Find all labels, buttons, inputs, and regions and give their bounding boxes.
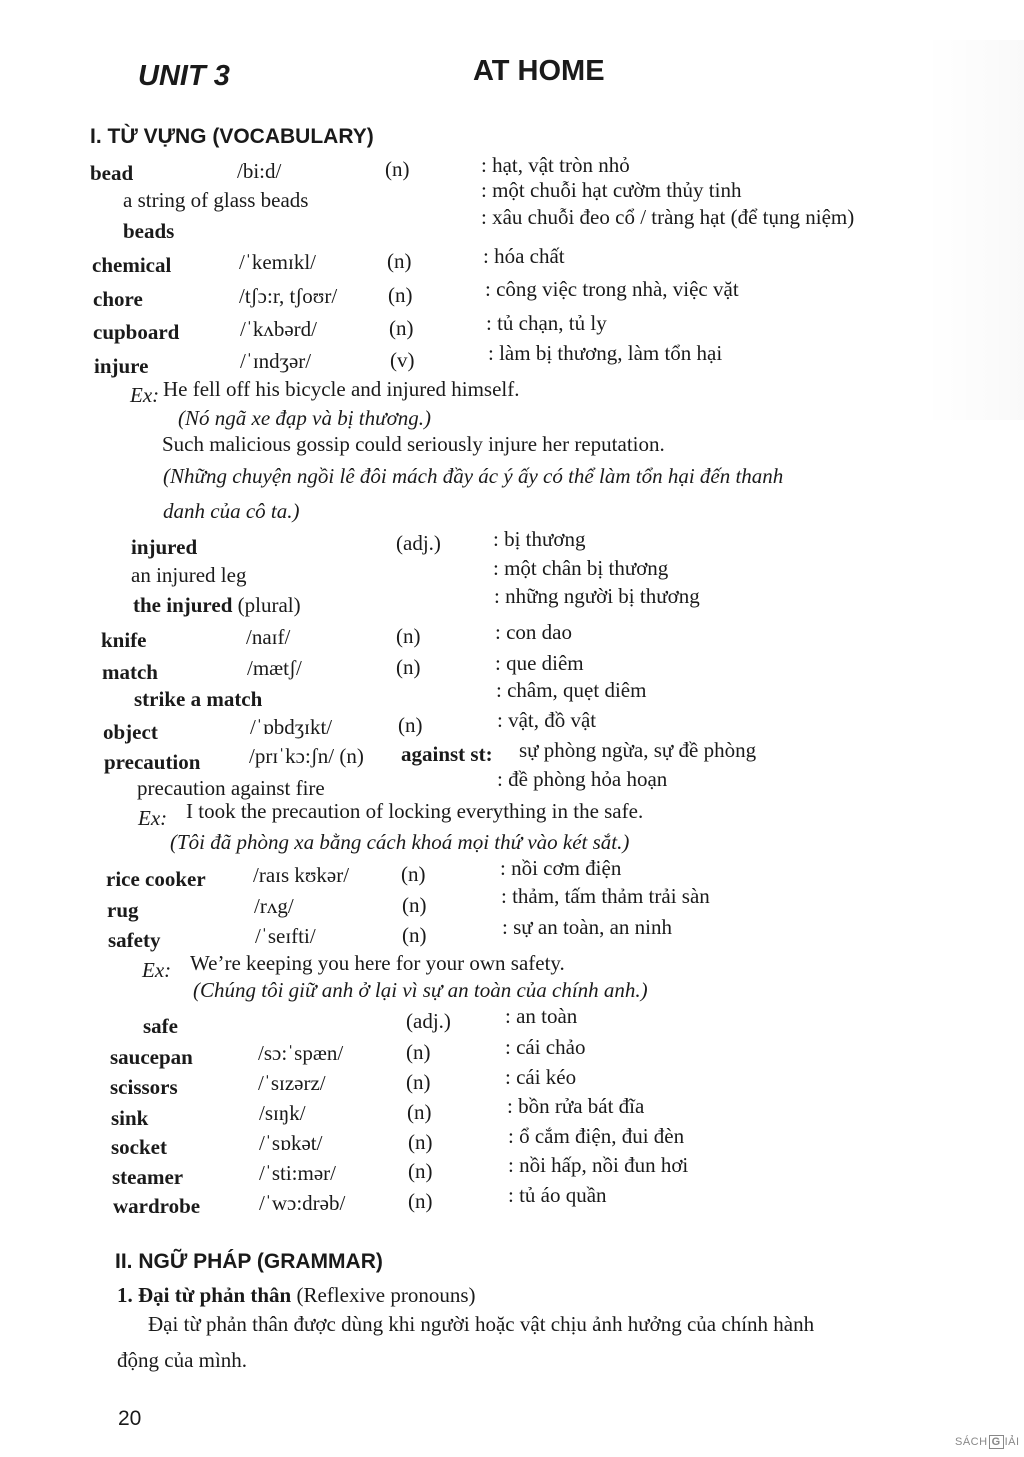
ipa-bead: /bi:d/	[237, 159, 282, 183]
pos-chore: (n)	[388, 283, 413, 307]
word-strike-a-match: strike a match	[134, 687, 263, 711]
word-the-injured-note: (plural)	[232, 593, 301, 617]
grammar-paragraph-line2: động của mình.	[117, 1348, 248, 1372]
pos-knife: (n)	[396, 624, 421, 648]
word-steamer: steamer	[112, 1165, 184, 1189]
example-injure-1: He fell off his bicycle and injured himself.	[163, 377, 520, 401]
ex-label-injure: Ex:	[130, 383, 160, 407]
word-chore: chore	[93, 287, 143, 311]
def-bead: : hạt, vật tròn nhỏ	[481, 153, 630, 177]
pos-rice-cooker: (n)	[401, 862, 426, 886]
ipa-rug: /rʌg/	[254, 894, 294, 918]
def-safe: : an toàn	[505, 1004, 578, 1028]
word-object: object	[103, 720, 158, 744]
def-beads: : xâu chuỗi đeo cổ / tràng hạt (để tụng niệm)	[481, 205, 855, 229]
ipa-chemical: /ˈkemɪkl/	[239, 250, 316, 274]
example-precaution-fire: precaution against fire	[137, 776, 325, 800]
def-injured-leg: : một chân bị thương	[493, 556, 669, 580]
ipa-rice-cooker: /raɪs kʊkər/	[253, 863, 350, 887]
grammar-sub-title-en: (Reflexive pronouns)	[291, 1283, 476, 1307]
ipa-scissors: /ˈsɪzərz/	[258, 1071, 326, 1095]
translation-injure-1: (Nó ngã xe đạp và bị thương.)	[178, 406, 432, 430]
bleed-through-shadow	[925, 40, 1024, 420]
word-the-injured	[133, 593, 301, 618]
pos-bead: (n)	[385, 157, 410, 181]
example-precaution: I took the precaution of locking everything in the safe.	[186, 799, 644, 823]
page-number: 20	[118, 1407, 142, 1430]
ex-label-safety: Ex:	[142, 958, 172, 982]
def-rice-cooker: : nồi cơm điện	[500, 856, 622, 880]
translation-precaution: (Tôi đã phòng xa bằng cách khoá mọi thứ vào két sắt.)	[170, 830, 630, 854]
def-saucepan: : cái chảo	[505, 1035, 586, 1059]
ipa-object: /ˈɒbdʒɪkt/	[250, 715, 333, 739]
example-injured-leg: an injured leg	[131, 563, 247, 587]
word-safety: safety	[108, 928, 161, 952]
def-strike-a-match: : châm, quẹt diêm	[496, 678, 647, 702]
ipa-sink: /sɪŋk/	[259, 1101, 306, 1125]
word-wardrobe: wardrobe	[113, 1194, 201, 1218]
word-precaution: precaution	[104, 750, 201, 774]
grammar-sub-title: Đại từ phản thân	[138, 1283, 292, 1307]
word-rug: rug	[107, 898, 139, 922]
def-object: : vật, đồ vật	[497, 708, 597, 732]
def-steamer: : nồi hấp, nồi đun hơi	[508, 1153, 689, 1177]
pos-safety: (n)	[402, 923, 427, 947]
def-precaution: sự phòng ngừa, sự đề phòng	[519, 738, 757, 762]
ipa-precaution: /prɪˈkɔ:ʃn/ (n)	[249, 744, 364, 768]
translation-safety: (Chúng tôi giữ anh ở lại vì sự an toàn của chính anh.)	[193, 978, 648, 1002]
pos-chemical: (n)	[387, 249, 412, 273]
word-scissors: scissors	[110, 1075, 178, 1099]
page-title: AT HOME	[473, 55, 605, 87]
word-rice-cooker: rice cooker	[106, 867, 206, 891]
watermark-logo	[955, 1435, 1020, 1449]
def-bead-example: : một chuỗi hạt cườm thủy tinh	[481, 178, 742, 202]
ipa-cupboard: /ˈkʌbərd/	[240, 317, 317, 341]
pos-cupboard: (n)	[389, 316, 414, 340]
ipa-socket: /ˈsɒkət/	[259, 1131, 323, 1155]
pos-socket: (n)	[408, 1130, 433, 1154]
pos-scissors: (n)	[406, 1070, 431, 1094]
pos-safe: (adj.)	[406, 1009, 451, 1033]
def-cupboard: : tủ chạn, tủ ly	[486, 311, 607, 335]
word-socket: socket	[111, 1135, 167, 1159]
ipa-safety: /ˈseɪfti/	[255, 924, 316, 948]
example-safety: We’re keeping you here for your own safety.	[190, 951, 565, 975]
translation-injure-2a: (Những chuyện ngồi lê đôi mách đầy ác ý ấy có thể làm tổn hại đến thanh	[163, 464, 784, 488]
word-cupboard: cupboard	[93, 320, 180, 344]
watermark-text-c: IẢI	[1004, 1436, 1020, 1448]
def-wardrobe: : tủ áo quần	[508, 1183, 607, 1207]
word-beads: beads	[123, 219, 175, 243]
ex-label-precaution: Ex:	[138, 806, 168, 830]
grammar-paragraph-line1: Đại từ phản thân được dùng khi người hoặc vật chịu ảnh hưởng của chính hành	[148, 1312, 815, 1336]
word-injured: injured	[131, 535, 198, 559]
ipa-injure: /ˈɪndʒər/	[240, 349, 312, 373]
pos-wardrobe: (n)	[408, 1189, 433, 1213]
word-injure: injure	[94, 354, 149, 378]
def-injured: : bị thương	[493, 527, 586, 551]
ipa-match: /mætʃ/	[247, 656, 302, 680]
def-sink: : bồn rửa bát đĩa	[507, 1094, 645, 1118]
watermark-box: G	[989, 1435, 1004, 1449]
word-chemical: chemical	[92, 253, 172, 277]
def-injure: : làm bị thương, làm tổn hại	[488, 341, 723, 365]
def-match: : que diêm	[495, 651, 584, 675]
pos-match: (n)	[396, 655, 421, 679]
word-sink: sink	[111, 1106, 149, 1130]
example-injure-2: Such malicious gossip could seriously injure her reputation.	[162, 432, 665, 456]
word-saucepan: saucepan	[110, 1045, 193, 1069]
pos-steamer: (n)	[408, 1159, 433, 1183]
def-scissors: : cái kéo	[505, 1065, 577, 1089]
vocabulary-heading: I. TỪ VỰNG (VOCABULARY)	[90, 125, 374, 148]
pos-injure: (v)	[390, 348, 415, 372]
pos-injured: (adj.)	[396, 531, 441, 555]
grammar-heading: II. NGỮ PHÁP (GRAMMAR)	[115, 1250, 383, 1273]
word-match: match	[102, 660, 158, 684]
translation-injure-2b: danh của cô ta.)	[163, 499, 300, 523]
example-bead: a string of glass beads	[123, 188, 309, 212]
pos-sink: (n)	[407, 1100, 432, 1124]
pos-saucepan: (n)	[406, 1040, 431, 1064]
def-chemical: : hóa chất	[483, 244, 565, 268]
pos-object: (n)	[398, 713, 423, 737]
ipa-steamer: /ˈsti:mər/	[259, 1161, 336, 1185]
grammar-sub-number: 1.	[117, 1283, 133, 1307]
pos-rug: (n)	[402, 893, 427, 917]
word-bead: bead	[90, 161, 134, 185]
ipa-chore: /tʃɔ:r, tʃoʊr/	[239, 284, 338, 308]
watermark-text-a: SÁCH	[955, 1436, 988, 1448]
grammar-subheading	[117, 1283, 476, 1308]
def-the-injured: : những người bị thương	[494, 584, 700, 608]
def-socket: : ổ cắm điện, đui đèn	[508, 1124, 685, 1148]
def-precaution-fire: : đề phòng hỏa hoạn	[497, 767, 668, 791]
ipa-saucepan: /sɔ:ˈspæn/	[258, 1041, 344, 1065]
word-knife: knife	[101, 628, 147, 652]
def-knife: : con dao	[495, 620, 572, 644]
def-safety: : sự an toàn, an ninh	[502, 915, 673, 939]
def-chore: : công việc trong nhà, việc vặt	[485, 277, 739, 301]
def-rug: : thảm, tấm thảm trải sàn	[501, 884, 710, 908]
word-safe: safe	[143, 1014, 178, 1038]
ipa-knife: /naɪf/	[246, 625, 291, 649]
unit-label: UNIT 3	[138, 60, 230, 92]
collocation-against: against st:	[401, 742, 493, 766]
ipa-wardrobe: /ˈwɔ:drəb/	[259, 1191, 346, 1215]
word-the-injured-bold: the injured	[133, 593, 233, 617]
